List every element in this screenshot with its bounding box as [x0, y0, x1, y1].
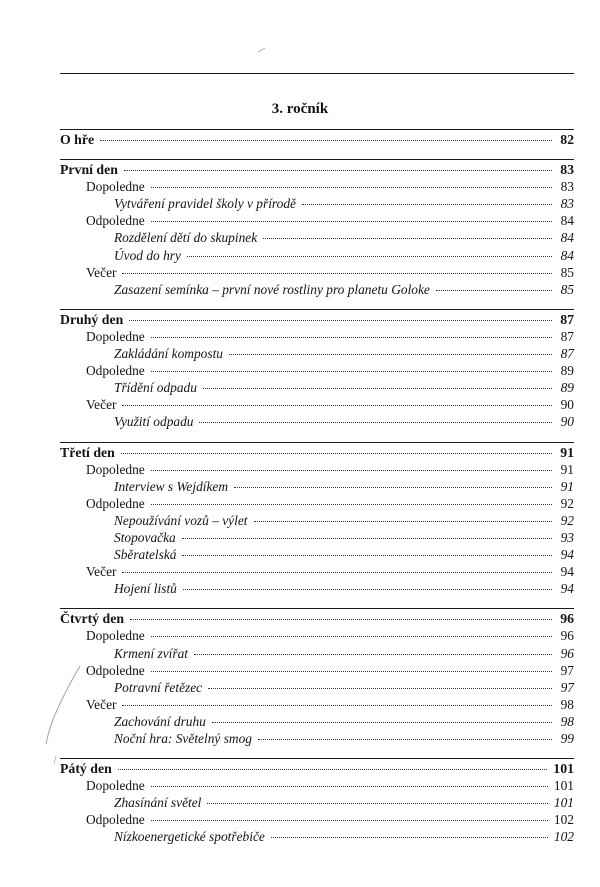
- toc-entry-page: 97: [560, 662, 574, 678]
- toc-day-entry: [60, 444, 574, 461]
- dot-leader: [254, 520, 552, 522]
- toc-entry-page: 99: [560, 731, 574, 746]
- toc-activity-entry: [60, 379, 574, 396]
- toc-part-entry: [60, 212, 574, 229]
- toc-entry-label: Zasazení semínka – první nové rostliny pro planetu Goloke: [114, 281, 430, 297]
- toc-entry-page: 84: [560, 213, 574, 229]
- dot-leader: [121, 452, 552, 454]
- toc-entry-page: 96: [560, 628, 574, 644]
- toc-entry-label: Dopoledne: [86, 628, 145, 644]
- dot-leader: [436, 289, 552, 291]
- toc-entry-page: 92: [560, 512, 574, 528]
- dot-leader: [207, 802, 548, 804]
- dot-leader: [187, 255, 552, 257]
- toc-activity-entry: [60, 713, 574, 730]
- toc-entry-label: Zhasínání světel: [114, 795, 202, 811]
- toc-entry-page: 92: [560, 495, 574, 511]
- dot-leader: [199, 421, 552, 423]
- toc-entry-label: Čtvrtý den: [60, 611, 124, 627]
- toc-entry-page: 98: [560, 713, 574, 729]
- toc-day-entry: [60, 610, 574, 627]
- toc-entry-page: 90: [560, 414, 574, 430]
- toc-entry-page: 102: [553, 829, 574, 845]
- toc-entry-page: 84: [560, 247, 574, 263]
- toc-entry-label: Pátý den: [60, 761, 112, 777]
- toc-entry-label: Večer: [86, 264, 117, 280]
- toc-part-entry: [60, 264, 574, 281]
- dot-leader: [151, 503, 552, 505]
- toc-part-entry: [60, 777, 574, 794]
- toc-entry-page: 91: [560, 444, 574, 460]
- toc-entry-label: Vytváření pravidel školy v přírodě: [114, 196, 296, 212]
- toc-day-entry: [60, 131, 574, 148]
- toc-part-entry: [60, 328, 574, 345]
- toc-activity-entry: [60, 645, 574, 662]
- dot-leader: [229, 353, 552, 355]
- toc-entry-page: 85: [560, 281, 574, 297]
- toc-entry-label: Odpoledne: [86, 213, 145, 229]
- toc-part-entry: [60, 495, 574, 512]
- toc-activity-entry: [60, 580, 574, 597]
- dot-leader: [151, 819, 548, 821]
- toc-part-entry: [60, 696, 574, 713]
- toc-section: [60, 129, 574, 159]
- toc-entry-label: Rozdělení dětí do skupinek: [114, 230, 258, 246]
- toc-entry-page: 90: [560, 397, 574, 413]
- toc-entry-page: 91: [560, 478, 574, 494]
- toc-entry-page: 83: [560, 196, 574, 212]
- toc-activity-entry: [60, 345, 574, 362]
- toc-entry-page: 97: [560, 679, 574, 695]
- toc-activity-entry: [60, 229, 574, 246]
- toc-entry-label: Sběratelská: [114, 547, 177, 563]
- toc-activity-entry: [60, 529, 574, 546]
- toc-entry-label: Stopovačka: [114, 529, 176, 545]
- toc-activity-entry: [60, 828, 574, 845]
- toc-entry-label: Odpoledne: [86, 662, 145, 678]
- toc-entry-label: Odpoledne: [86, 495, 145, 511]
- dot-leader: [151, 635, 552, 637]
- toc-entry-label: Potravní řetězec: [114, 679, 203, 695]
- toc-entry-page: 96: [560, 611, 574, 627]
- toc-entry-page: 89: [560, 363, 574, 379]
- dot-leader: [124, 169, 552, 171]
- dot-leader: [151, 186, 552, 188]
- toc-entry-label: O hře: [60, 132, 95, 147]
- dot-leader: [203, 387, 552, 389]
- dot-leader: [122, 571, 552, 573]
- dot-leader: [271, 836, 548, 838]
- toc-entry-page: 87: [560, 328, 574, 344]
- dot-leader: [151, 670, 552, 672]
- toc-entry-page: 85: [560, 264, 574, 280]
- toc-day-entry: [60, 311, 574, 328]
- toc-entry-page: 83: [560, 179, 574, 195]
- toc-entry-page: 101: [553, 795, 574, 811]
- dot-leader: [151, 220, 552, 222]
- toc-section: [60, 309, 574, 442]
- toc-entry-label: Zachování druhu: [114, 713, 206, 729]
- toc-entry-label: Druhý den: [60, 311, 124, 327]
- toc-entry-label: Dopoledne: [86, 461, 145, 477]
- toc-part-entry: [60, 396, 574, 413]
- toc-part-entry: [60, 627, 574, 644]
- toc-entry-label: Večer: [86, 696, 117, 712]
- toc-entry-label: Třetí den: [60, 444, 115, 460]
- toc-activity-entry: [60, 546, 574, 563]
- dot-leader: [122, 272, 552, 274]
- toc-section: [60, 608, 574, 758]
- table-of-contents: [60, 129, 574, 846]
- toc-activity-entry: [60, 413, 574, 430]
- toc-entry-label: Dopoledne: [86, 778, 145, 794]
- dot-leader: [234, 486, 552, 488]
- toc-entry-label: Hojení listů: [114, 581, 177, 597]
- toc-entry-label: Krmení zvířat: [114, 645, 189, 661]
- dot-leader: [182, 537, 552, 539]
- toc-entry-label: Úvod do hry: [114, 247, 181, 263]
- dot-leader: [129, 319, 552, 321]
- toc-activity-entry: [60, 730, 574, 747]
- dot-leader: [258, 738, 552, 740]
- toc-entry-label: První den: [60, 162, 118, 178]
- toc-section: [60, 442, 574, 609]
- dot-leader: [263, 237, 552, 239]
- toc-entry-page: 84: [560, 230, 574, 246]
- toc-part-entry: [60, 362, 574, 379]
- toc-activity-entry: [60, 794, 574, 811]
- dot-leader: [100, 139, 552, 141]
- toc-day-entry: [60, 161, 574, 178]
- toc-entry-page: 94: [560, 581, 574, 597]
- toc-section: [60, 159, 574, 309]
- toc-activity-entry: [60, 195, 574, 212]
- page-heading: 3. ročník: [271, 101, 329, 117]
- toc-activity-entry: [60, 478, 574, 495]
- toc-entry-page: 94: [560, 547, 574, 563]
- toc-entry-page: 94: [560, 564, 574, 580]
- toc-entry-page: 91: [560, 461, 574, 477]
- toc-entry-page: 93: [560, 529, 574, 545]
- toc-entry-label: Odpoledne: [86, 812, 145, 828]
- dot-leader: [212, 721, 552, 723]
- toc-entry-page: 101: [553, 761, 574, 777]
- toc-entry-label: Třídění odpadu: [114, 380, 197, 396]
- dot-leader: [151, 469, 552, 471]
- toc-part-entry: [60, 811, 574, 828]
- dot-leader: [183, 588, 552, 590]
- toc-entry-label: Večer: [86, 397, 117, 413]
- dot-leader: [151, 336, 552, 338]
- toc-activity-entry: [60, 679, 574, 696]
- toc-entry-page: 96: [560, 645, 574, 661]
- dot-leader: [208, 687, 552, 689]
- dot-leader: [182, 554, 552, 556]
- toc-entry-label: Interview s Wejdíkem: [114, 478, 229, 494]
- toc-entry-page: 89: [560, 380, 574, 396]
- dot-leader: [151, 370, 552, 372]
- toc-part-entry: [60, 461, 574, 478]
- toc-activity-entry: [60, 247, 574, 264]
- toc-entry-label: Nepoužívání vozů – výlet: [114, 512, 248, 528]
- dot-leader: [130, 618, 552, 620]
- toc-activity-entry: [60, 512, 574, 529]
- header-rule: [60, 73, 574, 74]
- toc-activity-entry: [60, 281, 574, 298]
- toc-entry-page: 87: [560, 346, 574, 362]
- pencil-tick-icon: [256, 46, 268, 54]
- toc-part-entry: [60, 563, 574, 580]
- dot-leader: [302, 203, 552, 205]
- toc-entry-label: Odpoledne: [86, 363, 145, 379]
- toc-entry-label: Dopoledne: [86, 328, 145, 344]
- toc-entry-page: 83: [560, 162, 574, 178]
- toc-entry-label: Využití odpadu: [114, 414, 194, 430]
- dot-leader: [118, 768, 548, 770]
- toc-entry-page: 87: [560, 311, 574, 327]
- toc-section: [60, 758, 574, 845]
- toc-part-entry: [60, 662, 574, 679]
- toc-entry-label: Zakládání kompostu: [114, 346, 223, 362]
- toc-entry-label: Noční hra: Světelný smog: [114, 731, 252, 746]
- toc-entry-label: Večer: [86, 564, 117, 580]
- toc-part-entry: [60, 178, 574, 195]
- dot-leader: [122, 704, 552, 706]
- toc-day-entry: [60, 760, 574, 777]
- dot-leader: [194, 653, 552, 655]
- toc-entry-page: 82: [560, 132, 574, 147]
- toc-entry-page: 102: [553, 812, 574, 828]
- dot-leader: [122, 404, 552, 406]
- toc-entry-page: 101: [553, 778, 574, 794]
- toc-entry-label: Dopoledne: [86, 179, 145, 195]
- dot-leader: [151, 785, 548, 787]
- toc-entry-page: 98: [560, 696, 574, 712]
- toc-entry-label: Nízkoenergetické spotřebiče: [114, 829, 265, 845]
